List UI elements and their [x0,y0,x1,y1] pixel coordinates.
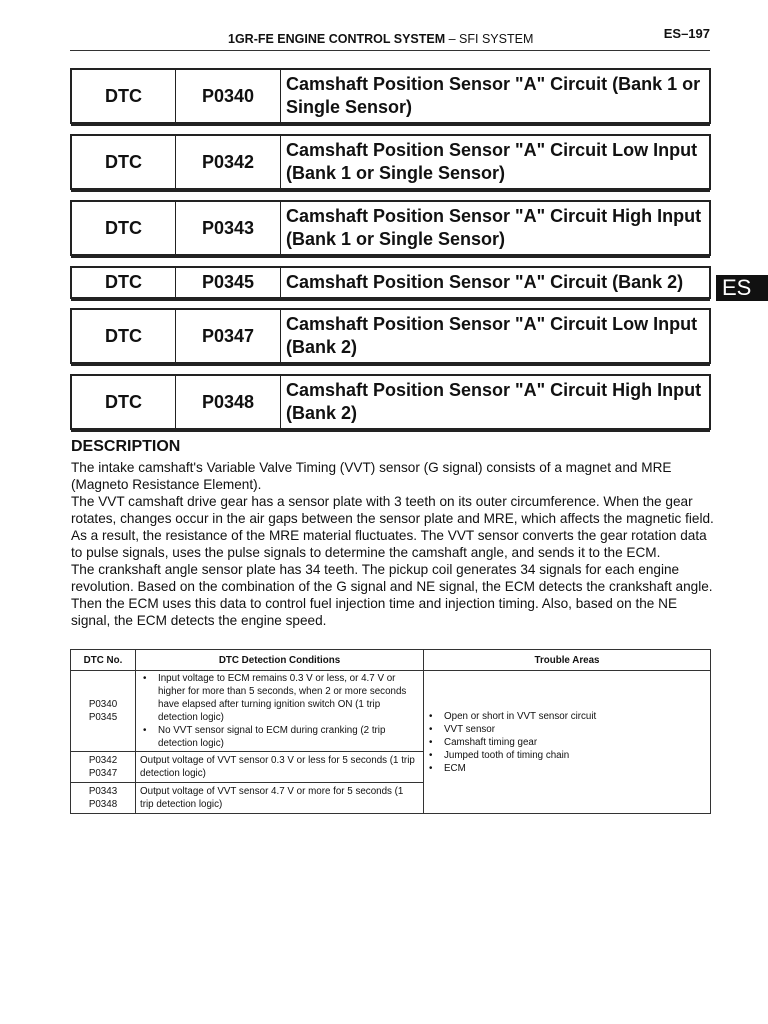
dtc-code: P0345 [176,268,281,297]
dtc-label: DTC [72,136,176,188]
trouble-area-item: • VVT sensor [426,723,706,736]
description-paragraph: The VVT camshaft drive gear has a sensor plate with 3 teeth on its outer circumference. When the gear rotates, changes occur in the air gaps between the sensor plate and MRE, which affects the magnetic field. As a result, the resistance of the MRE material fluctuates. The VVT sensor converts the gear rotation data to pulse signals, uses the pulse signals to determine the camshaft angle, and sends it to the ECM. [71,494,714,560]
dtc-title: Camshaft Position Sensor "A" Circuit (Bank 1 or Single Sensor) [286,74,701,117]
detection-condition-cell: Output voltage of VVT sensor 4.7 V or more for 5 seconds (1 trip detection logic) [136,783,424,814]
description-heading: DESCRIPTION [71,438,181,455]
dtc-box [70,200,711,256]
dtc-title: Camshaft Position Sensor "A" Circuit High Input (Bank 1 or Single Sensor) [286,206,702,249]
table-header-row [71,650,711,671]
dtc-box [70,68,711,124]
page-header [70,28,710,51]
dtc-code: P0342 [176,136,281,188]
table-row [71,671,711,752]
description-paragraph: The intake camshaft's Variable Valve Timing (VVT) sensor (G signal) consists of a magnet and MRE (Magneto Resistance Element). [71,460,672,492]
dtc-box [70,308,711,364]
dtc-number: P0343 [88,786,118,797]
dtc-title: Camshaft Position Sensor "A" Circuit Low Input (Bank 2) [286,314,698,357]
trouble-areas-cell [424,671,711,814]
dtc-title: Camshaft Position Sensor "A" Circuit Low Input (Bank 1 or Single Sensor) [286,140,698,183]
page-number: ES–197 [663,26,710,41]
detection-condition-cell: Output voltage of VVT sensor 0.3 V or less for 5 seconds (1 trip detection logic) [136,752,424,783]
dtc-table [70,649,711,814]
dtc-box [70,374,711,430]
dtc-label: DTC [72,376,176,428]
dtc-box [70,266,711,299]
dtc-number-cell [71,783,136,814]
dtc-number: P0345 [88,712,118,723]
column-header: DTC No. [71,650,136,671]
dtc-code: P0343 [176,202,281,254]
trouble-area-item: • Open or short in VVT sensor circuit [426,710,706,723]
dtc-number-cell [71,752,136,783]
detection-condition-cell [136,671,424,752]
dtc-number-cell [71,671,136,752]
dtc-number: P0340 [88,699,118,710]
dtc-number: P0342 [88,755,118,766]
description-body [71,459,716,629]
trouble-area-item: • ECM [426,762,706,775]
column-header: Trouble Areas [424,650,711,671]
condition-item: • Input voltage to ECM remains 0.3 V or less, or 4.7 V or higher for more than 5 seconds, when 2 or more seconds have elapsed after turning ignition switch ON (1 trip detection logic) [140,672,419,724]
dtc-number: P0347 [88,768,118,779]
dtc-label: DTC [72,202,176,254]
dtc-code: P0347 [176,310,281,362]
dtc-label: DTC [72,268,176,297]
column-header: DTC Detection Conditions [136,650,424,671]
section-tab: ES [716,275,768,301]
trouble-area-item: • Jumped tooth of timing chain [426,749,706,762]
section-title: 1GR-FE ENGINE CONTROL SYSTEM – SFI SYSTEM [228,32,534,46]
dtc-number: P0348 [88,799,118,810]
dtc-box [70,134,711,190]
condition-item: • No VVT sensor signal to ECM during cranking (2 trip detection logic) [140,724,419,750]
dtc-code: P0340 [176,70,281,122]
dtc-label: DTC [72,310,176,362]
dtc-title: Camshaft Position Sensor "A" Circuit High Input (Bank 2) [286,380,702,423]
dtc-label: DTC [72,70,176,122]
dtc-code: P0348 [176,376,281,428]
trouble-area-item: • Camshaft timing gear [426,736,706,749]
description-paragraph: The crankshaft angle sensor plate has 34 teeth. The pickup coil generates 34 signals for each engine revolution. Based on the combination of the G signal and NE signal, the ECM detects the crankshaft angle. Then the ECM uses this data to control fuel injection time and injection timing. Also, based on the NE signal, the ECM detects the engine speed. [71,562,713,628]
dtc-title: Camshaft Position Sensor "A" Circuit (Bank 2) [286,272,684,292]
